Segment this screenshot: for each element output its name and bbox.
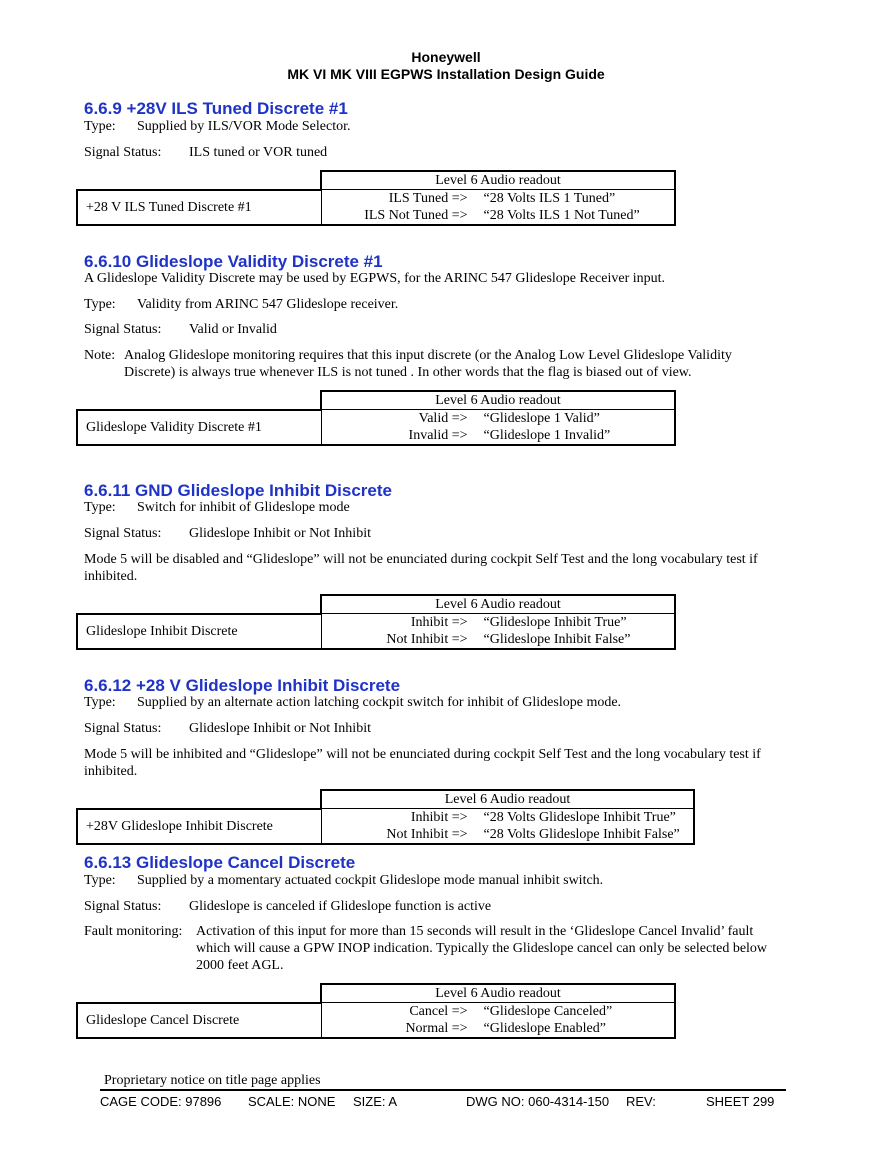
readout-condition: ILS Tuned => (388, 191, 468, 206)
table-header: Level 6 Audio readout (321, 391, 675, 410)
type-label: Type: (84, 500, 116, 515)
type-label: Type: (84, 695, 116, 710)
note-label: Note: (84, 348, 116, 363)
readout-message: “Glideslope Inhibit False” (483, 632, 631, 647)
signal-status-line (84, 322, 277, 338)
section-heading-6-6-12: 6.6.12 +28 V Glideslope Inhibit Discrete (84, 676, 401, 695)
table-header: Level 6 Audio readout (321, 790, 694, 809)
signal-status-line (84, 721, 371, 737)
table-header: Level 6 Audio readout (321, 984, 675, 1003)
type-label: Type: (84, 297, 116, 312)
fault-monitoring-text: Activation of this input for more than 15 seconds will result in the ‘Glideslope Cancel Invalid’ fault (196, 924, 754, 939)
readout-condition: Invalid => (408, 428, 468, 443)
readout-message: “Glideslope 1 Valid” (483, 411, 600, 426)
type-value: Validity from ARINC 547 Glideslope receiver. (137, 297, 399, 312)
section-heading-6-6-9: 6.6.9 +28V ILS Tuned Discrete #1 (84, 99, 348, 118)
signal-status-value: Glideslope Inhibit or Not Inhibit (189, 721, 371, 736)
type-value: Supplied by a momentary actuated cockpit Glideslope mode manual inhibit switch. (137, 873, 604, 888)
type-line (84, 695, 621, 711)
mode5-paragraph: Mode 5 will be disabled and “Glideslope” will not be enunciated during cockpit Self Test and the long vocabulary test if inhibited. (84, 552, 758, 584)
fault-monitoring-line-2: which will cause a GPW INOP indication. Typically the Glideslope cancel can only be selected below (196, 941, 768, 956)
document-title: MK VI MK VIII EGPWS Installation Design Guide (287, 66, 605, 82)
table-header: Level 6 Audio readout (321, 595, 675, 614)
type-line (84, 873, 603, 889)
document-company: Honeywell (411, 49, 481, 65)
type-value: Supplied by ILS/VOR Mode Selector. (137, 119, 351, 134)
signal-status-value: Valid or Invalid (189, 322, 277, 337)
signal-status-label: Signal Status: (84, 526, 162, 541)
audio-readout-table (76, 983, 676, 1039)
signal-status-value: Glideslope is canceled if Glideslope function is active (189, 899, 492, 914)
signal-status-label: Signal Status: (84, 145, 162, 160)
discrete-name: +28V Glideslope Inhibit Discrete (77, 809, 321, 845)
signal-status-line (84, 145, 327, 161)
type-label: Type: (84, 873, 116, 888)
mode5-paragraph: Mode 5 will be inhibited and “Glideslope” will not be enunciated during cockpit Self Test and the long vocabulary test if inhibited. (84, 747, 761, 779)
readout-condition: Cancel => (409, 1004, 468, 1019)
discrete-name: Glideslope Cancel Discrete (77, 1003, 321, 1039)
type-label: Type: (84, 119, 116, 134)
signal-status-label: Signal Status: (84, 721, 162, 736)
signal-status-line (84, 899, 491, 915)
readout-message: “28 Volts Glideslope Inhibit True” (483, 810, 676, 825)
readout-message: “Glideslope Canceled” (483, 1004, 613, 1019)
readout-values (321, 410, 675, 446)
readout-condition: Normal => (405, 1021, 468, 1036)
discrete-name: +28 V ILS Tuned Discrete #1 (77, 190, 321, 226)
type-line (84, 297, 398, 313)
fault-monitoring-label: Fault monitoring: (84, 924, 183, 939)
scale: SCALE: NONE (248, 1094, 336, 1109)
drawing-number: DWG NO: 060-4314-150 (466, 1094, 610, 1109)
section-heading-6-6-13: 6.6.13 Glideslope Cancel Discrete (84, 853, 356, 872)
note-line-1 (84, 348, 732, 364)
fault-monitoring-line-3: 2000 feet AGL. (196, 958, 284, 973)
note-line-2: Discrete) is always true whenever ILS is not tuned . In other words that the flag is biased out of view. (124, 365, 692, 380)
readout-condition: Valid => (418, 411, 468, 426)
signal-status-value: ILS tuned or VOR tuned (189, 145, 328, 160)
audio-readout-table (76, 390, 676, 446)
readout-message: “28 Volts Glideslope Inhibit False” (483, 827, 680, 842)
type-line (84, 500, 350, 516)
readout-condition: Inhibit => (410, 810, 468, 825)
intro-text: A Glideslope Validity Discrete may be used by EGPWS, for the ARINC 547 Glideslope Receiver input. (84, 271, 666, 286)
readout-condition: ILS Not Tuned => (364, 208, 468, 223)
readout-values (321, 1003, 675, 1039)
signal-status-line (84, 526, 371, 542)
sheet-number: SHEET 299 (706, 1094, 775, 1109)
readout-condition: Not Inhibit => (386, 632, 468, 647)
footer-divider (100, 1089, 786, 1091)
readout-condition: Not Inhibit => (386, 827, 468, 842)
proprietary-notice: Proprietary notice on title page applies (104, 1073, 321, 1088)
table-header: Level 6 Audio readout (321, 171, 675, 190)
note-text: Analog Glideslope monitoring requires that this input discrete (or the Analog Low Level Glideslope Validity (124, 348, 732, 363)
type-value: Supplied by an alternate action latching cockpit switch for inhibit of Glideslope mode. (137, 695, 622, 710)
section-heading-6-6-10: 6.6.10 Glideslope Validity Discrete #1 (84, 252, 383, 271)
audio-readout-table (76, 789, 695, 845)
type-value: Switch for inhibit of Glideslope mode (137, 500, 350, 515)
size: SIZE: A (353, 1094, 398, 1109)
section-heading-6-6-11: 6.6.11 GND Glideslope Inhibit Discrete (84, 481, 392, 500)
readout-message: “28 Volts ILS 1 Tuned” (483, 191, 616, 206)
fault-monitoring-line-1 (84, 924, 753, 940)
cage-code: CAGE CODE: 97896 (100, 1094, 222, 1109)
revision: REV: (626, 1094, 656, 1109)
signal-status-label: Signal Status: (84, 322, 162, 337)
readout-condition: Inhibit => (410, 615, 468, 630)
readout-message: “28 Volts ILS 1 Not Tuned” (483, 208, 640, 223)
readout-message: “Glideslope 1 Invalid” (483, 428, 611, 443)
readout-values (321, 190, 675, 226)
signal-status-value: Glideslope Inhibit or Not Inhibit (189, 526, 371, 541)
discrete-name: Glideslope Inhibit Discrete (77, 614, 321, 650)
type-line (84, 119, 351, 135)
signal-status-label: Signal Status: (84, 899, 162, 914)
discrete-name: Glideslope Validity Discrete #1 (77, 410, 321, 446)
audio-readout-table (76, 170, 676, 226)
readout-message: “Glideslope Enabled” (483, 1021, 606, 1036)
readout-values (321, 809, 694, 845)
audio-readout-table (76, 594, 676, 650)
readout-values (321, 614, 675, 650)
readout-message: “Glideslope Inhibit True” (483, 615, 627, 630)
